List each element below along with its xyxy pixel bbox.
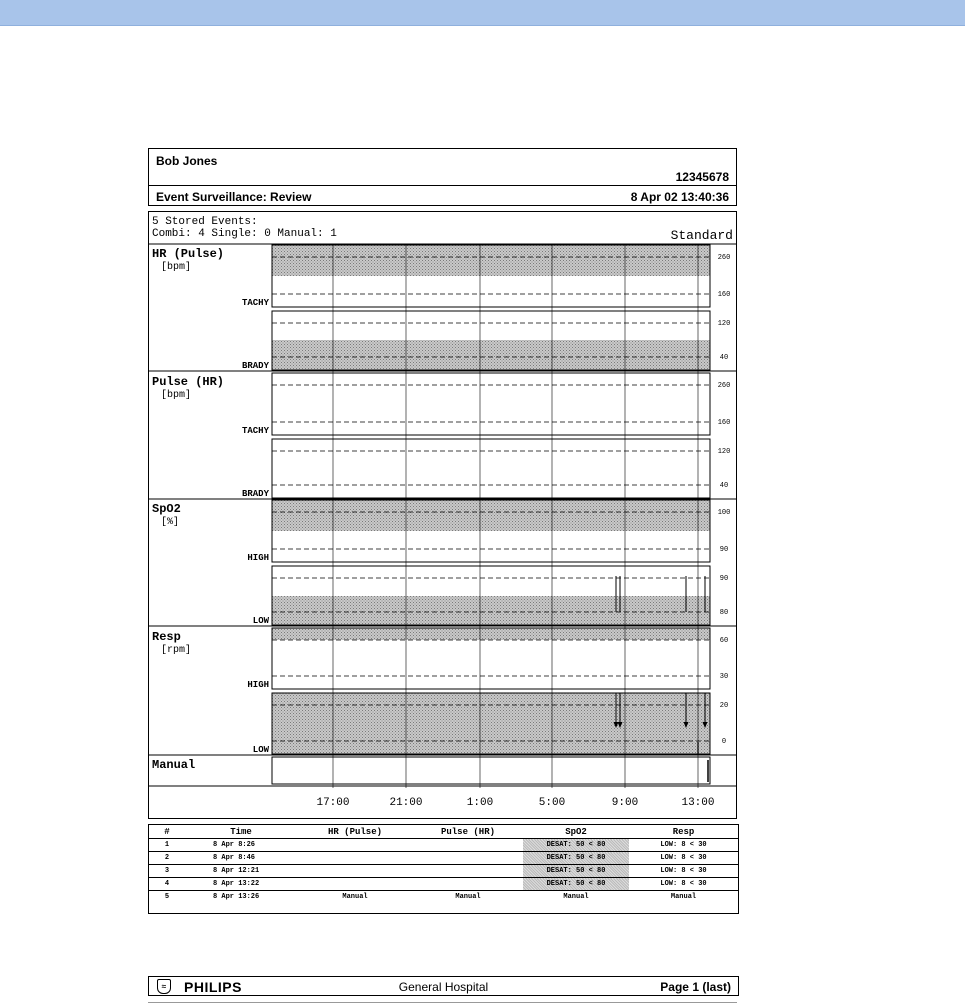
event-table (149, 825, 738, 903)
panel-title: SpO2 (152, 502, 181, 516)
time-axis-label: 13:00 (681, 797, 715, 809)
page-number: Page 1 (last) (660, 980, 731, 994)
cell-hr-pulse (297, 878, 413, 891)
cell-number: 3 (149, 865, 185, 878)
cell-spo2: DESAT: 50 < 80 (523, 839, 629, 852)
time-axis-label: 9:00 (611, 797, 639, 809)
manual-plot-area (272, 757, 710, 784)
axis-tick-label: 160 (717, 291, 731, 299)
panel-title: Resp (152, 630, 181, 644)
panel-unit: [bpm] (161, 390, 192, 401)
cell-hr-pulse (297, 839, 413, 852)
cell-time: 8 Apr 12:21 (185, 865, 297, 878)
axis-tick-label: 60 (719, 637, 729, 645)
report-footer (148, 976, 739, 996)
table-row (149, 852, 738, 865)
cell-pulse-hr (413, 839, 523, 852)
table-header-row (149, 825, 738, 839)
cell-resp: LOW: 8 < 30 (629, 839, 738, 852)
upper-limit-label: TACHY (241, 426, 269, 436)
axis-tick-label: 90 (719, 575, 729, 583)
cell-pulse-hr (413, 865, 523, 878)
lower-limit-label: LOW (252, 745, 269, 755)
alarm-zone-shading (272, 693, 710, 754)
cell-resp: Manual (670, 893, 697, 901)
col-resp: Resp (629, 825, 738, 839)
cell-time: 8 Apr 13:26 (213, 893, 260, 901)
time-axis-label: 17:00 (316, 797, 350, 809)
cell-spo2: Manual (563, 893, 589, 901)
upper-limit-label: HIGH (247, 553, 269, 563)
table-row (149, 865, 738, 878)
cell-time: 8 Apr 8:26 (185, 839, 297, 852)
panel-title: Pulse (HR) (152, 375, 225, 389)
panel-title: HR (Pulse) (152, 247, 225, 261)
cell-hr-pulse (297, 865, 413, 878)
report-title: Event Surveillance: Review (156, 190, 312, 204)
col-time: Time (185, 825, 297, 839)
cell-hr-pulse (297, 852, 413, 865)
panel-unit: [%] (161, 517, 180, 528)
axis-tick-label: 80 (719, 609, 729, 617)
time-axis-label: 1:00 (466, 797, 494, 809)
axis-tick-label: 100 (717, 509, 731, 517)
table-row (149, 878, 738, 891)
event-table-box (148, 824, 739, 914)
axis-tick-label: 160 (717, 419, 731, 427)
cell-number: 4 (149, 878, 185, 891)
panel-unit: [bpm] (161, 262, 192, 273)
upper-plot-area (272, 373, 710, 435)
axis-tick-label: 40 (719, 354, 729, 362)
lower-limit-label: LOW (252, 616, 269, 626)
panel-unit: [rpm] (161, 645, 192, 656)
summary-line-2: Combi: 4 Single: 0 Manual: 1 (152, 228, 337, 240)
cell-number: 2 (149, 852, 185, 865)
table-row (149, 839, 738, 852)
time-axis-label: 5:00 (538, 797, 566, 809)
cell-resp: LOW: 8 < 30 (629, 865, 738, 878)
lower-limit-label: BRADY (241, 361, 269, 371)
panels-group (149, 244, 736, 809)
axis-tick-label: 20 (719, 702, 729, 710)
alarm-zone-shading (272, 500, 710, 531)
alarm-zone-shading (272, 628, 710, 640)
brand-logo: PHILIPS (184, 979, 242, 995)
axis-tick-label: 260 (717, 254, 731, 262)
cell-hr-pulse: Manual (342, 893, 368, 901)
lower-plot-area (272, 439, 710, 498)
cell-time: 8 Apr 8:46 (185, 852, 297, 865)
cell-pulse-hr: Manual (455, 893, 481, 901)
lower-limit-label: BRADY (241, 489, 269, 499)
philips-shield-icon: ≈ (157, 979, 171, 994)
axis-tick-label: 120 (717, 448, 731, 456)
axis-tick-label: 30 (719, 673, 729, 681)
axis-tick-label: 120 (717, 320, 731, 328)
col-pulse-hr: Pulse (HR) (413, 825, 523, 839)
cell-pulse-hr (413, 852, 523, 865)
upper-limit-label: TACHY (241, 298, 269, 308)
cell-resp: LOW: 8 < 30 (629, 878, 738, 891)
top-banner (0, 0, 965, 26)
event-chart (148, 211, 737, 819)
alarm-zone-shading (272, 245, 710, 276)
alarm-zone-shading (272, 340, 710, 370)
report-datetime: 8 Apr 02 13:40:36 (630, 190, 729, 204)
cell-number: 5 (164, 893, 170, 901)
hospital-name: General Hospital (398, 980, 489, 994)
header-divider (149, 185, 736, 186)
cell-spo2: DESAT: 50 < 80 (523, 865, 629, 878)
alarm-zone-shading (272, 596, 710, 625)
upper-limit-label: HIGH (247, 680, 269, 690)
cell-time: 8 Apr 13:22 (185, 878, 297, 891)
cell-spo2: DESAT: 50 < 80 (523, 852, 629, 865)
axis-tick-label: 40 (719, 482, 729, 490)
patient-id: 12345678 (675, 170, 729, 184)
display-mode: Standard (670, 228, 733, 243)
patient-name: Bob Jones (156, 154, 218, 168)
axis-tick-label: 260 (717, 382, 731, 390)
table-row (149, 891, 738, 904)
event-chart-svg (149, 212, 736, 818)
col-spo2: SpO2 (523, 825, 629, 839)
manual-row-label: Manual (152, 758, 196, 772)
cell-spo2: DESAT: 50 < 80 (523, 878, 629, 891)
col-number: # (149, 825, 185, 839)
cell-resp: LOW: 8 < 30 (629, 852, 738, 865)
cell-number: 1 (149, 839, 185, 852)
time-axis-label: 21:00 (389, 797, 423, 809)
summary-line-1: 5 Stored Events: (152, 216, 258, 228)
bottom-rule (148, 1002, 737, 1003)
axis-tick-label: 90 (719, 546, 729, 554)
axis-tick-label: 0 (721, 738, 727, 746)
cell-pulse-hr (413, 878, 523, 891)
col-hr-pulse: HR (Pulse) (297, 825, 413, 839)
report-header (148, 148, 737, 206)
